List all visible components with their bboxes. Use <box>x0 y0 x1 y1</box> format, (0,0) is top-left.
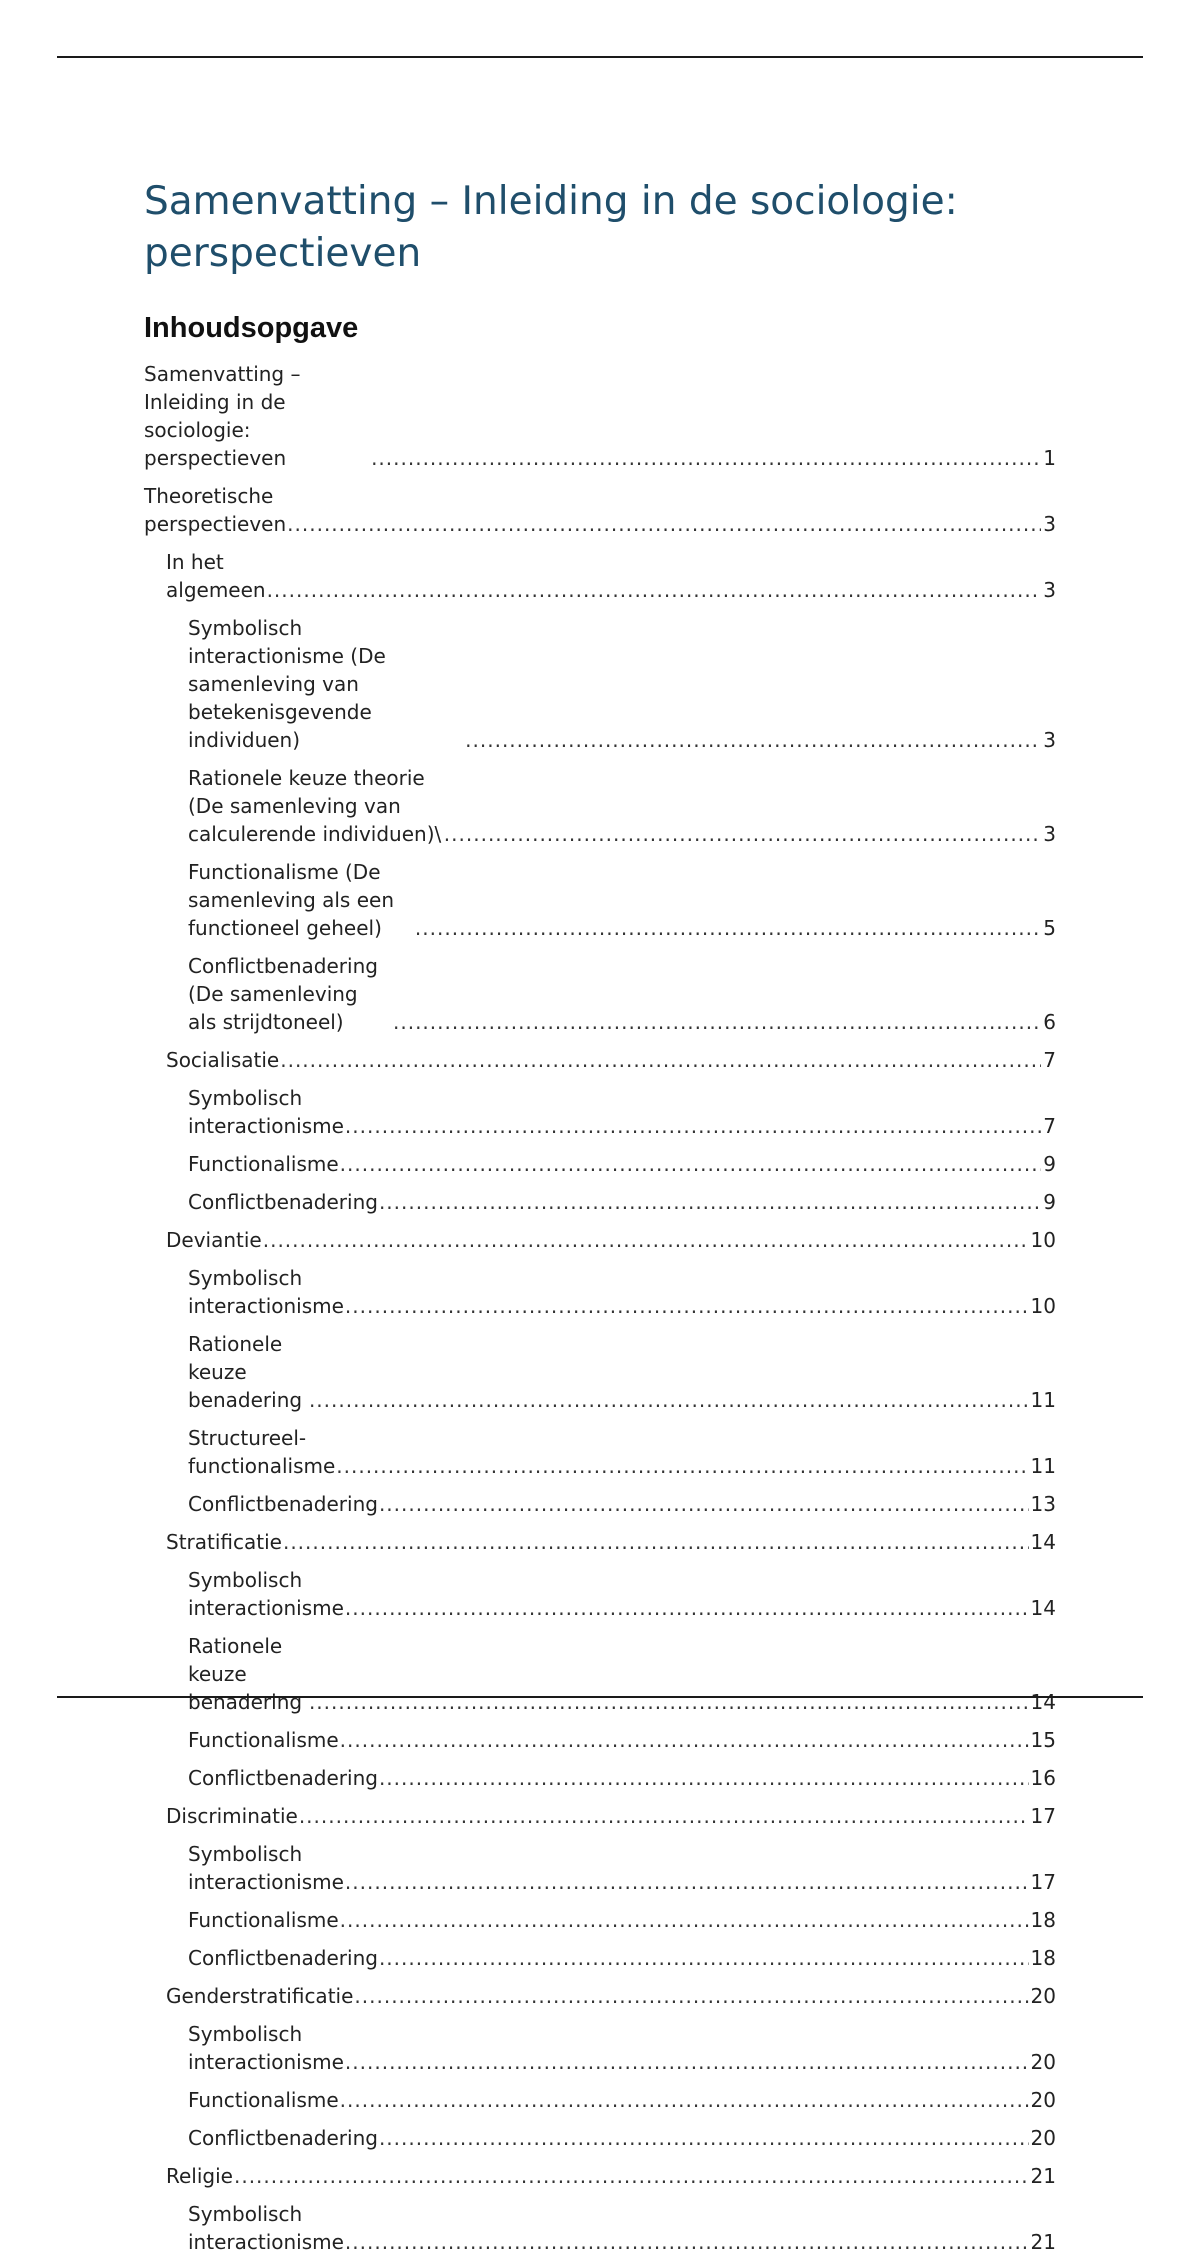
toc-entry-label: Symbolisch interactionisme <box>188 2022 344 2074</box>
toc-entry-label: Conflictbenadering <box>188 2126 378 2150</box>
toc-entry[interactable] <box>144 854 1056 948</box>
toc-entry-label: Religie <box>166 2164 233 2188</box>
toc-entry-label: Symbolisch interactionisme (De samenleving van betekenisgevende individuen) <box>188 616 386 752</box>
toc-dot-leader <box>309 1688 1029 1716</box>
toc-entry[interactable] <box>144 2016 1056 2082</box>
toc-entry[interactable] <box>144 1486 1056 1524</box>
toc-entry-label: Deviantie <box>166 1228 262 1252</box>
toc-entry-label: Genderstratificatie <box>166 1984 354 2008</box>
toc-entry-label: Conflictbenadering <box>188 1492 378 1516</box>
toc-entry[interactable] <box>144 948 1056 1042</box>
toc-entry-label: Conflictbenadering <box>188 1946 378 1970</box>
toc-entry-page-number: 10 <box>1030 1294 1056 1318</box>
toc-entry-page-number: 5 <box>1043 916 1056 940</box>
toc-entry-page-number: 9 <box>1043 1152 1056 1176</box>
toc-heading: Inhoudsopgave <box>144 312 359 344</box>
toc-entry-page-number: 17 <box>1030 1804 1056 1828</box>
table-of-contents <box>144 356 1056 2262</box>
toc-dot-leader <box>299 1802 1029 1830</box>
toc-entry-page-number: 3 <box>1043 728 1056 752</box>
toc-entry[interactable] <box>144 760 1056 854</box>
toc-entry-label: Conflictbenadering <box>188 1766 378 1790</box>
toc-entry[interactable] <box>144 1978 1056 2016</box>
toc-entry-label: Conflictbenadering (De samenleving als strijdtoneel) <box>188 954 378 1034</box>
toc-dot-leader <box>283 1528 1029 1556</box>
toc-entry[interactable] <box>144 1628 1056 1722</box>
toc-dot-leader <box>444 820 1041 848</box>
toc-entry-page-number: 3 <box>1043 822 1056 846</box>
toc-entry[interactable] <box>144 1940 1056 1978</box>
toc-entry[interactable] <box>144 1836 1056 1902</box>
footer-rule <box>57 1696 1143 1698</box>
toc-entry[interactable] <box>144 1524 1056 1562</box>
toc-entry[interactable] <box>144 1420 1056 1486</box>
toc-entry-label: Symbolisch interactionisme <box>188 1086 344 1138</box>
toc-entry-page-number: 14 <box>1030 1530 1056 1554</box>
toc-entry[interactable] <box>144 1798 1056 1836</box>
toc-entry[interactable] <box>144 1146 1056 1184</box>
toc-dot-leader <box>345 1594 1029 1622</box>
toc-entry[interactable] <box>144 2196 1056 2262</box>
toc-entry-label: Theoretische perspectieven <box>144 484 287 536</box>
toc-entry-page-number: 14 <box>1030 1690 1056 1714</box>
toc-dot-leader <box>345 1112 1041 1140</box>
toc-entry-page-number: 16 <box>1030 1766 1056 1790</box>
toc-entry-page-number: 9 <box>1043 1190 1056 1214</box>
toc-dot-leader <box>393 1008 1041 1036</box>
toc-dot-leader <box>336 1452 1028 1480</box>
toc-entry-label: Discriminatie <box>166 1804 298 1828</box>
toc-entry-page-number: 13 <box>1030 1492 1056 1516</box>
toc-entry-label: Functionalisme <box>188 1152 339 1176</box>
toc-entry-page-number: 20 <box>1030 2050 1056 2074</box>
toc-entry-label: Functionalisme <box>188 1728 339 1752</box>
toc-entry-page-number: 18 <box>1030 1946 1056 1970</box>
toc-entry-page-number: 11 <box>1030 1454 1056 1478</box>
toc-dot-leader <box>263 1226 1029 1254</box>
toc-dot-leader <box>379 1188 1041 1216</box>
toc-entry-label: Functionalisme <box>188 2088 339 2112</box>
toc-dot-leader <box>234 2162 1029 2190</box>
toc-entry-label: Stratificatie <box>166 1530 282 1554</box>
toc-entry-label: Symbolisch interactionisme <box>188 1266 344 1318</box>
toc-entry[interactable] <box>144 2158 1056 2196</box>
toc-dot-leader <box>379 2124 1029 2152</box>
toc-entry-label: Structureel-functionalisme <box>188 1426 336 1478</box>
toc-entry-page-number: 1 <box>1043 446 1056 470</box>
toc-entry[interactable] <box>144 610 1056 760</box>
toc-dot-leader <box>354 1982 1028 2010</box>
toc-entry-page-number: 11 <box>1030 1388 1056 1412</box>
toc-entry[interactable] <box>144 2120 1056 2158</box>
toc-entry-page-number: 3 <box>1043 578 1056 602</box>
toc-entry[interactable] <box>144 1042 1056 1080</box>
toc-entry-label: Symbolisch interactionisme <box>188 1568 344 1620</box>
toc-dot-leader <box>345 2048 1029 2076</box>
toc-entry-page-number: 14 <box>1030 1596 1056 1620</box>
header-rule <box>57 56 1143 58</box>
toc-entry-page-number: 20 <box>1030 1984 1056 2008</box>
toc-entry-page-number: 17 <box>1030 1870 1056 1894</box>
toc-entry[interactable] <box>144 1326 1056 1420</box>
toc-entry-label: Rationele keuze theorie (De samenleving van calculerende individuen)\ <box>188 766 442 846</box>
toc-entry-page-number: 10 <box>1030 1228 1056 1252</box>
toc-entry-label: Samenvatting – Inleiding in de sociologie: perspectieven <box>144 362 301 470</box>
toc-dot-leader <box>345 1292 1029 1320</box>
toc-entry-label: Functionalisme <box>188 1908 339 1932</box>
toc-dot-leader <box>379 1944 1029 1972</box>
toc-dot-leader <box>345 2228 1029 2256</box>
toc-entry[interactable] <box>144 1760 1056 1798</box>
toc-entry[interactable] <box>144 1260 1056 1326</box>
toc-entry-page-number: 21 <box>1030 2164 1056 2188</box>
toc-dot-leader <box>379 1764 1029 1792</box>
toc-dot-leader <box>280 1046 1041 1074</box>
toc-dot-leader <box>340 1906 1029 1934</box>
toc-dot-leader <box>371 444 1041 472</box>
toc-entry[interactable] <box>144 1080 1056 1146</box>
document-title: Samenvatting – Inleiding in de sociologie: perspectieven <box>144 179 958 276</box>
toc-entry-label: In het algemeen <box>166 550 266 602</box>
toc-entry-page-number: 20 <box>1030 2126 1056 2150</box>
toc-dot-leader <box>267 576 1042 604</box>
toc-entry-label: Functionalisme (De samenleving als een functioneel geheel) <box>188 860 394 940</box>
toc-entry-page-number: 7 <box>1043 1114 1056 1138</box>
toc-dot-leader <box>345 1868 1029 1896</box>
toc-dot-leader <box>465 726 1041 754</box>
toc-entry-page-number: 6 <box>1043 1010 1056 1034</box>
toc-entry[interactable] <box>144 478 1056 544</box>
toc-entry-label: Rationele keuze benadering <box>188 1332 303 1412</box>
toc-entry-label: Rationele keuze benadering <box>188 1634 303 1714</box>
toc-entry-label: Symbolisch interactionisme <box>188 1842 344 1894</box>
toc-dot-leader <box>309 1386 1029 1414</box>
document-page <box>144 176 1056 2262</box>
toc-entry-label: Conflictbenadering <box>188 1190 378 1214</box>
toc-entry-page-number: 7 <box>1043 1048 1056 1072</box>
toc-entry-label: Socialisatie <box>166 1048 280 1072</box>
toc-entry-page-number: 18 <box>1030 1908 1056 1932</box>
toc-entry[interactable] <box>144 1562 1056 1628</box>
toc-dot-leader <box>340 1150 1042 1178</box>
toc-entry-page-number: 20 <box>1030 2088 1056 2112</box>
toc-dot-leader <box>415 914 1041 942</box>
toc-dot-leader <box>287 510 1041 538</box>
toc-dot-leader <box>340 2086 1029 2114</box>
toc-entry-page-number: 15 <box>1030 1728 1056 1752</box>
toc-entry-label: Symbolisch interactionisme <box>188 2202 344 2254</box>
toc-entry[interactable] <box>144 1184 1056 1222</box>
toc-entry-page-number: 3 <box>1043 512 1056 536</box>
toc-dot-leader <box>379 1490 1029 1518</box>
toc-entry[interactable] <box>144 544 1056 610</box>
toc-entry[interactable] <box>144 1902 1056 1940</box>
toc-dot-leader <box>340 1726 1029 1754</box>
toc-entry[interactable] <box>144 1222 1056 1260</box>
toc-entry[interactable] <box>144 356 1056 478</box>
toc-entry[interactable] <box>144 2082 1056 2120</box>
toc-entry[interactable] <box>144 1722 1056 1760</box>
toc-entry-page-number: 21 <box>1030 2230 1056 2254</box>
